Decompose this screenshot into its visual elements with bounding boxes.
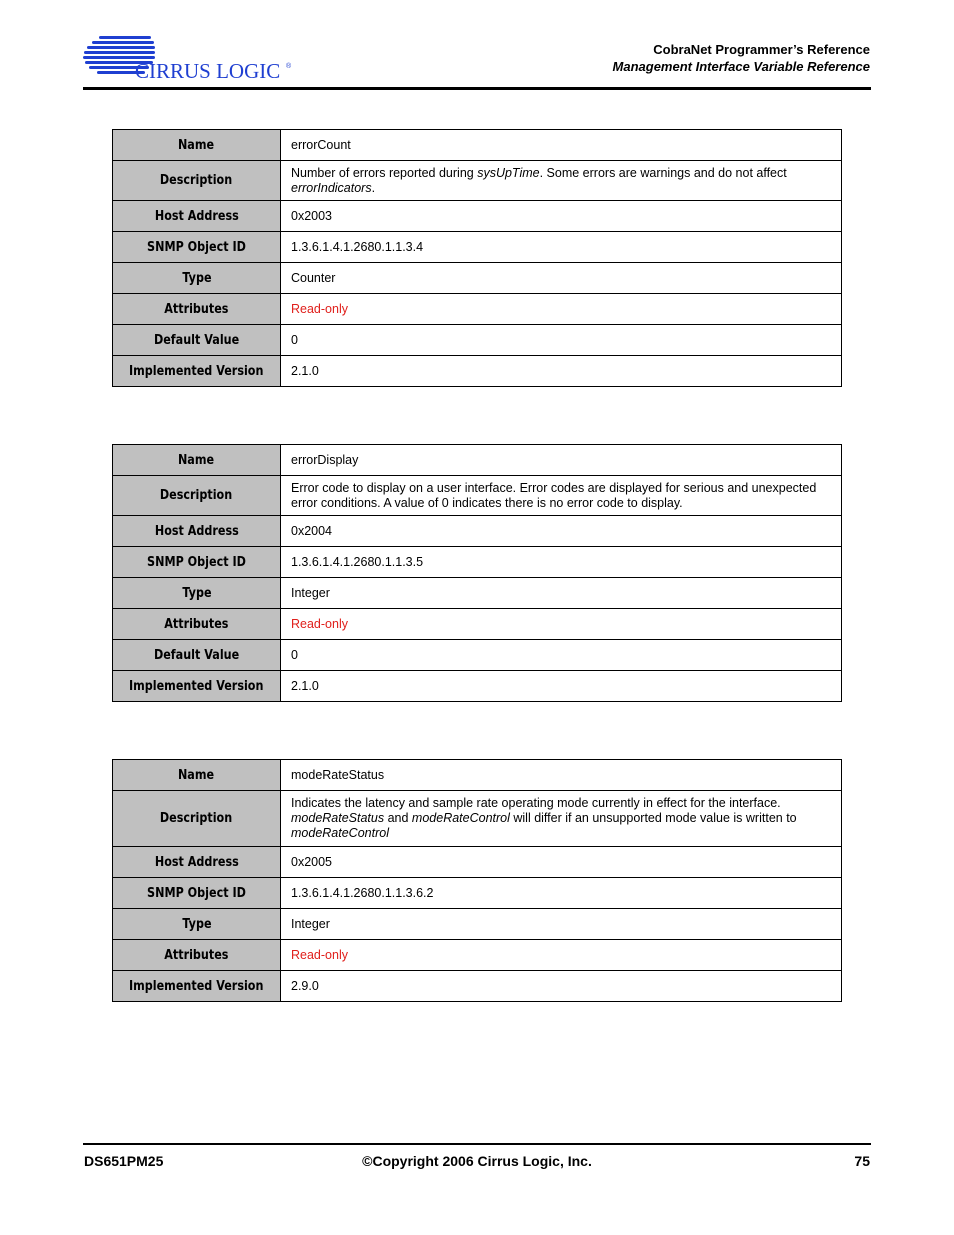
- section-subtitle: Management Interface Variable Reference: [612, 59, 870, 74]
- document-id: DS651PM25: [84, 1153, 164, 1169]
- table-row: [113, 671, 842, 702]
- header-right: [613, 41, 870, 75]
- attributes-value: Read-only: [281, 294, 842, 325]
- row-label: Host Address: [113, 847, 281, 878]
- host-address-value: 0x2005: [281, 847, 842, 878]
- table-row: [113, 791, 842, 847]
- description-value: Indicates the latency and sample rate operating mode currently in effect for the interface. modeRateStatus and modeRateControl will differ if an unsupported mode value is written to modeRateControl: [281, 791, 842, 847]
- default-value-value: 0: [281, 325, 842, 356]
- cirrus-logic-logo: [83, 32, 298, 84]
- snmp-object-id-value: 1.3.6.1.4.1.2680.1.1.3.5: [281, 547, 842, 578]
- table-row: [113, 609, 842, 640]
- table-row: [113, 760, 842, 791]
- row-label: Name: [113, 760, 281, 791]
- table-row: [113, 263, 842, 294]
- default-value-value: 0: [281, 640, 842, 671]
- row-label: Name: [113, 445, 281, 476]
- row-label: Attributes: [113, 294, 281, 325]
- copyright-notice: [0, 1153, 954, 1169]
- header-divider: [83, 87, 871, 90]
- page-number: 75: [854, 1153, 870, 1169]
- name-value: errorDisplay: [281, 445, 842, 476]
- type-value: Integer: [281, 909, 842, 940]
- table-row: [113, 294, 842, 325]
- table-row: [113, 640, 842, 671]
- table-row: [113, 578, 842, 609]
- table-row: [113, 325, 842, 356]
- row-label: Implemented Version: [113, 671, 281, 702]
- variable-table-errordisplay: [112, 444, 842, 702]
- variable-table-moderatestatus: [112, 759, 842, 1002]
- row-label: Implemented Version: [113, 356, 281, 387]
- description-value: Number of errors reported during sysUpTime. Some errors are warnings and do not affect errorIndicators.: [281, 161, 842, 201]
- attributes-value: Read-only: [281, 940, 842, 971]
- snmp-object-id-value: 1.3.6.1.4.1.2680.1.1.3.4: [281, 232, 842, 263]
- host-address-value: 0x2003: [281, 201, 842, 232]
- row-label: Attributes: [113, 609, 281, 640]
- row-label: Type: [113, 578, 281, 609]
- description-value: Error code to display on a user interface. Error codes are displayed for serious and unexpected error conditions. A value of 0 indicates there is no error code to display.: [281, 476, 842, 516]
- table-row: [113, 516, 842, 547]
- row-label: Default Value: [113, 640, 281, 671]
- row-label: SNMP Object ID: [113, 232, 281, 263]
- table-row: [113, 445, 842, 476]
- row-label: Implemented Version: [113, 971, 281, 1002]
- row-label: Type: [113, 909, 281, 940]
- name-value: errorCount: [281, 130, 842, 161]
- table-row: [113, 971, 842, 1002]
- row-label: Name: [113, 130, 281, 161]
- table-row: [113, 356, 842, 387]
- table-row: [113, 909, 842, 940]
- table-row: [113, 847, 842, 878]
- table-row: [113, 476, 842, 516]
- table-row: [113, 547, 842, 578]
- table-row: [113, 232, 842, 263]
- name-value: modeRateStatus: [281, 760, 842, 791]
- implemented-version-value: 2.9.0: [281, 971, 842, 1002]
- logo-text: CIRRUS LOGIC: [135, 59, 281, 83]
- attributes-value: Read-only: [281, 609, 842, 640]
- type-value: Counter: [281, 263, 842, 294]
- snmp-object-id-value: 1.3.6.1.4.1.2680.1.1.3.6.2: [281, 878, 842, 909]
- table-row: [113, 940, 842, 971]
- table-row: [113, 130, 842, 161]
- copyright-text: Copyright 2006 Cirrus Logic, Inc.: [372, 1153, 592, 1169]
- row-label: SNMP Object ID: [113, 878, 281, 909]
- row-label: Description: [113, 791, 281, 847]
- table-row: [113, 161, 842, 201]
- implemented-version-value: 2.1.0: [281, 671, 842, 702]
- row-label: SNMP Object ID: [113, 547, 281, 578]
- row-label: Default Value: [113, 325, 281, 356]
- row-label: Attributes: [113, 940, 281, 971]
- host-address-value: 0x2004: [281, 516, 842, 547]
- table-row: [113, 201, 842, 232]
- row-label: Host Address: [113, 201, 281, 232]
- document-title: CobraNet Programmer’s Reference: [653, 42, 870, 57]
- type-value: Integer: [281, 578, 842, 609]
- implemented-version-value: 2.1.0: [281, 356, 842, 387]
- logo-registered-mark: ®: [286, 63, 292, 70]
- row-label: Description: [113, 161, 281, 201]
- footer-divider: [83, 1143, 871, 1145]
- table-row: [113, 878, 842, 909]
- variable-table-errorcount: [112, 129, 842, 387]
- row-label: Host Address: [113, 516, 281, 547]
- row-label: Description: [113, 476, 281, 516]
- copyright-symbol: ©: [362, 1153, 373, 1169]
- cirrus-logo-icon: [83, 32, 298, 84]
- row-label: Type: [113, 263, 281, 294]
